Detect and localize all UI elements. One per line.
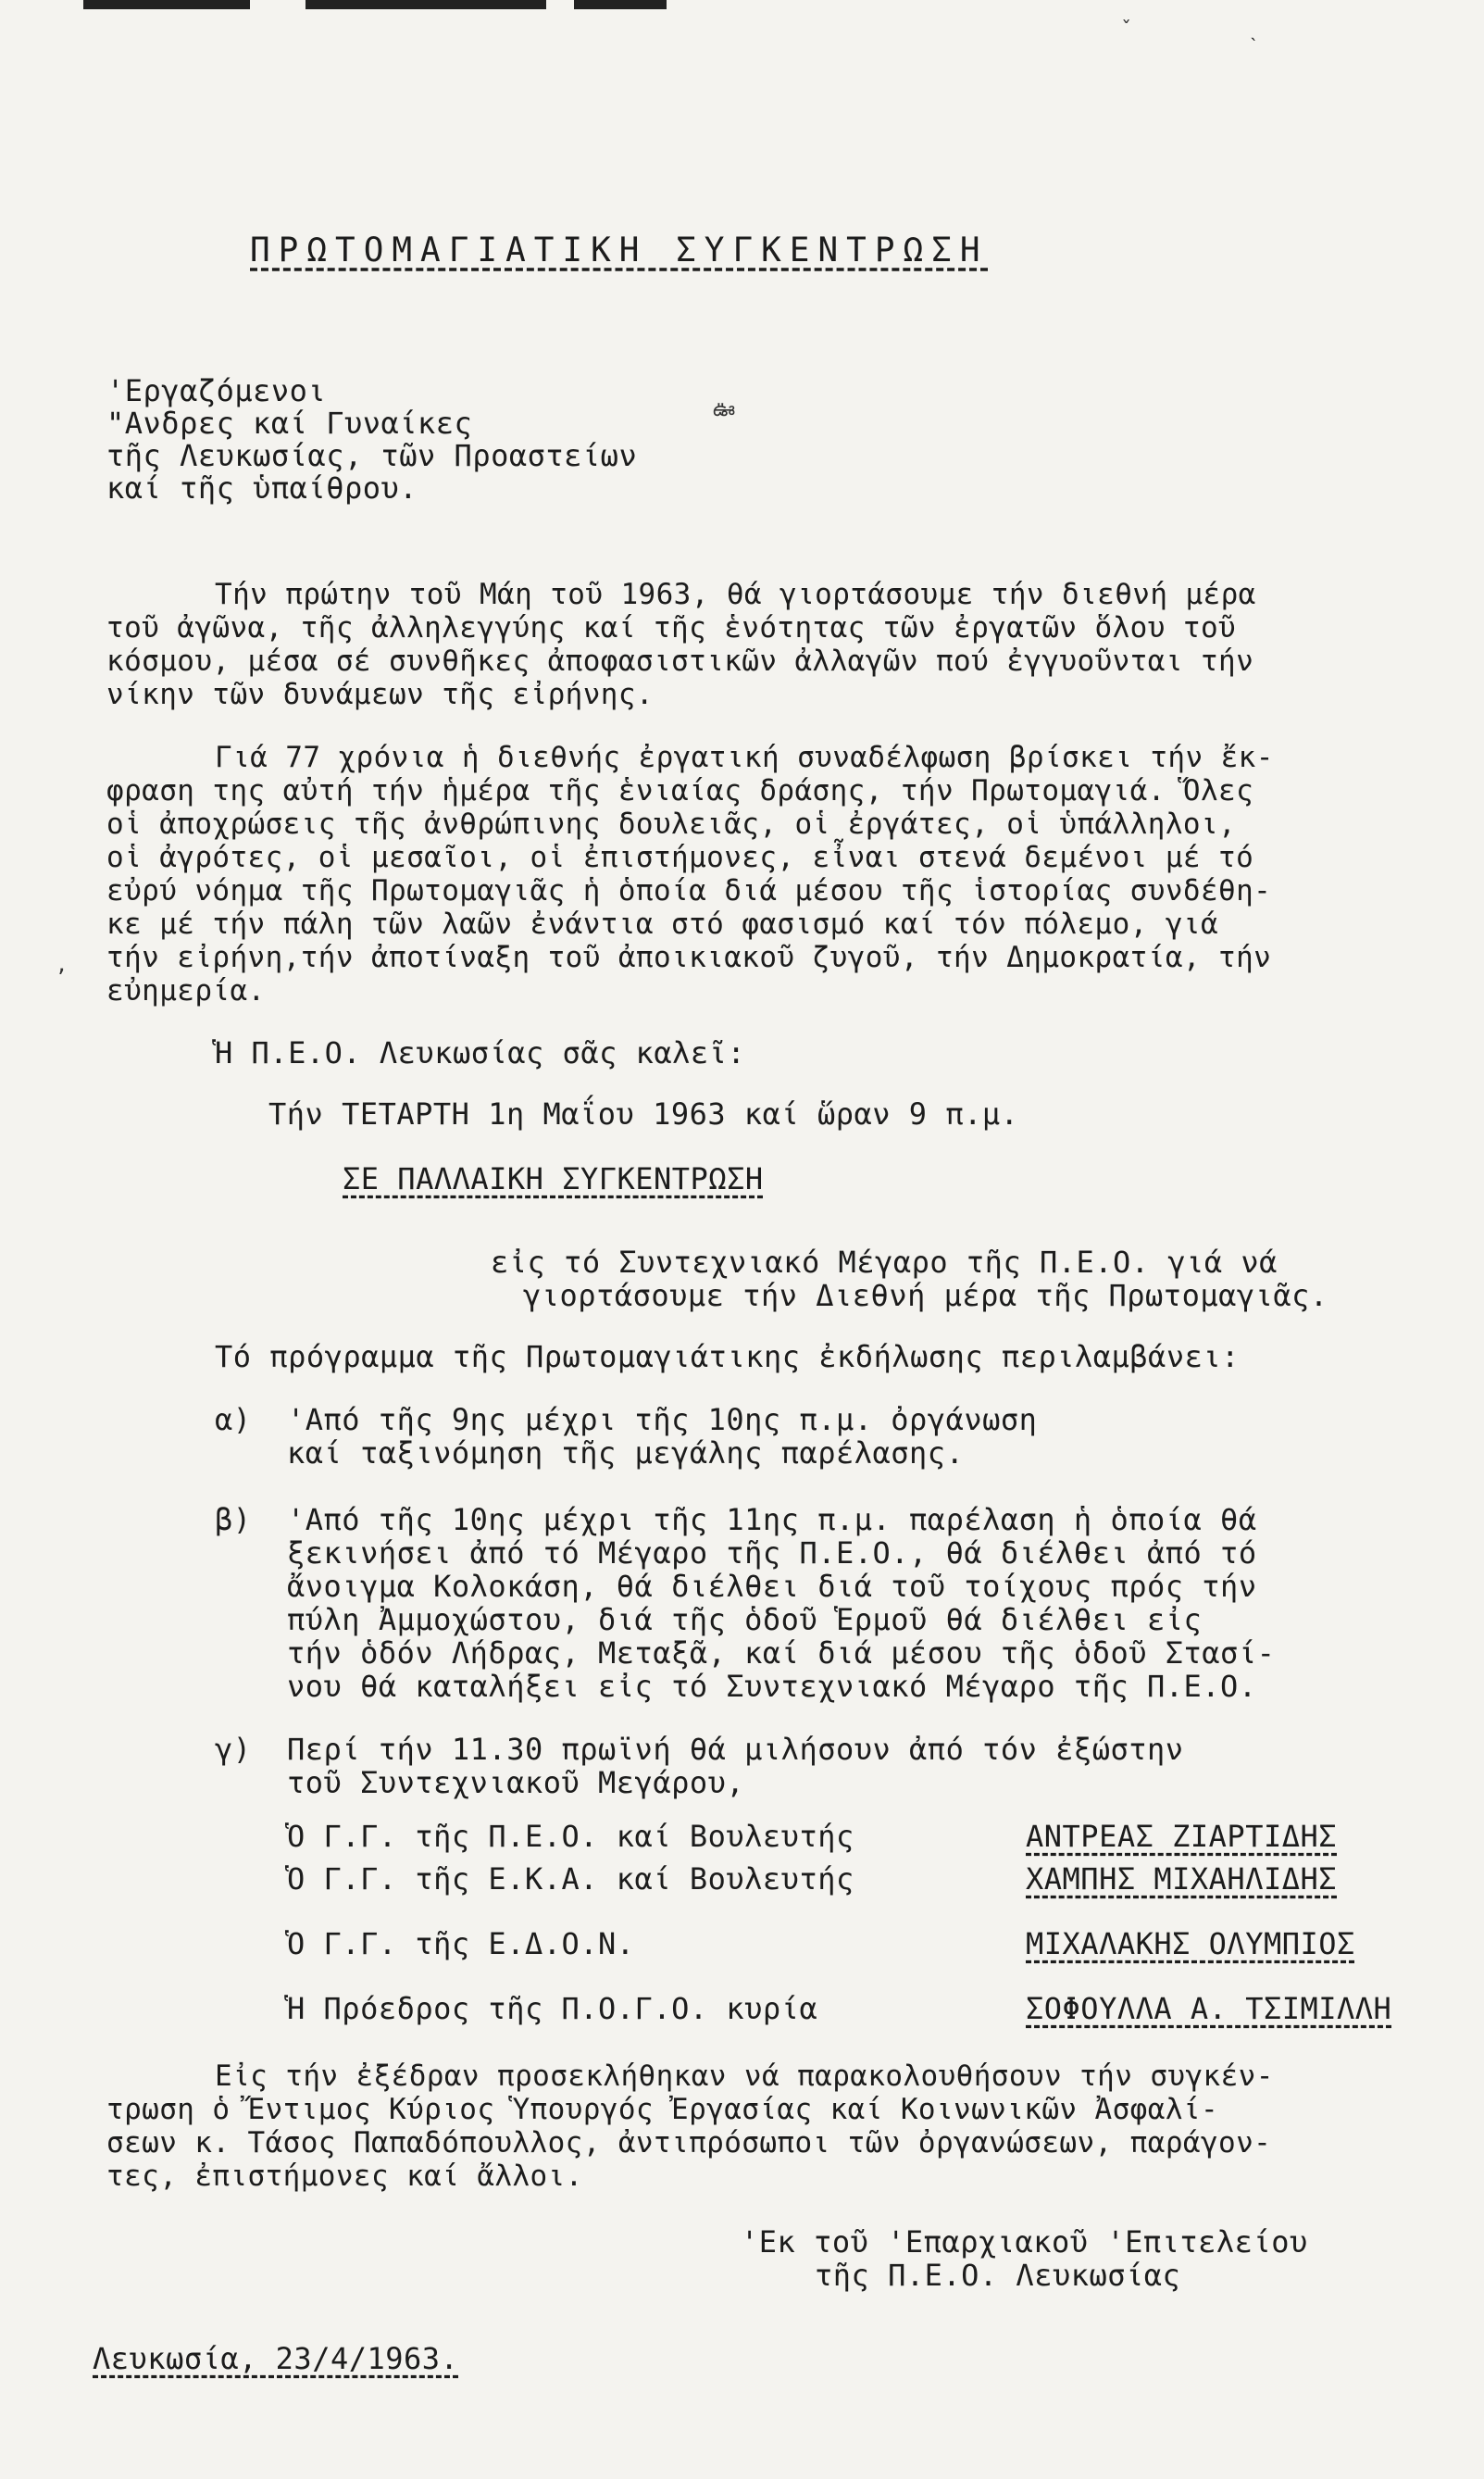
signature-line: 'Εκ τοῦ 'Επαρχιακοῦ 'Επιτελείου [741, 2224, 1308, 2260]
program-item-line: ξεκινήσει ἀπό τό Μέγαρο τῆς Π.Ε.Ο., θά διέλθει ἀπό τό [287, 1535, 1257, 1571]
document-title: ΠΡΩΤΟΜΑΓΙΑΤΙΚΗ ΣΥΓΚΕΝΤΡΩΣΗ [250, 232, 989, 269]
speaker-role: Ἡ Πρόεδρος τῆς Π.Ο.Γ.Ο. κυρία [287, 1991, 818, 2026]
program-item-line: ἄνοιγμα Κολοκάση, θά διέλθει διά τοῦ τοίχους πρός τήν [287, 1569, 1257, 1604]
paragraph-line: οἱ ἀποχρώσεις τῆς ἀνθρώπινης δουλειᾶς, οἱ ἐργάτες, οἱ ὑπάλληλοι, [106, 808, 1237, 841]
ink-speck: ˴ [1250, 26, 1263, 49]
scan-edge-mark [574, 0, 667, 9]
paragraph-line: κόσμου, μέσα σέ συνθῆκες ἀποφασιστικῶν ἀλλαγῶν πού ἐγγυοῦνται τήν [106, 645, 1254, 678]
speaker-role: Ὁ Γ.Γ. τῆς Π.Ε.Ο. καί Βουλευτής [287, 1819, 854, 1854]
program-item-marker: β) [215, 1502, 252, 1537]
closing-line: τες, ἐπιστήμονες καί ἄλλοι. [106, 2160, 583, 2193]
paragraph-line: εὐημερία. [106, 974, 266, 1008]
speaker-name: ΑΝΤΡΕΑΣ ΖΙΑΡΤΙΔΗΣ [1026, 1819, 1338, 1854]
event-date-line: Τήν ΤΕΤΑΡΤΗ 1η Μαΐου 1963 καί ὥραν 9 π.μ. [268, 1096, 1019, 1132]
signature-line: τῆς Π.Ε.Ο. Λευκωσίας [815, 2258, 1181, 2293]
speaker-name: ΧΑΜΠΗΣ ΜΙΧΑΗΛΙΔΗΣ [1026, 1861, 1338, 1897]
invitation-line: Ἡ Π.Ε.Ο. Λευκωσίας σᾶς καλεῖ: [215, 1035, 746, 1070]
ink-speck: ఊ [713, 398, 736, 421]
venue-line: εἰς τό Συντεχνιακό Μέγαρο τῆς Π.Ε.Ο. γιά νά [491, 1245, 1278, 1280]
ink-speck: ˇ [1120, 19, 1133, 42]
program-intro: Τό πρόγραμμα τῆς Πρωτομαγιάτικης ἐκδήλωσης περιλαμβάνει: [215, 1339, 1240, 1374]
paragraph-line: φραση της αὐτή τήν ἡμέρα τῆς ἑνιαίας δράσης, τήν Πρωτομαγιά. Ὅλες [106, 774, 1254, 808]
greeting-line: καί τῆς ὑπαίθρου. [106, 470, 418, 506]
paragraph-line: τήν εἰρήνη,τήν ἀποτίναξη τοῦ ἀποικιακοῦ ζυγοῦ, τήν Δημοκρατία, τήν [106, 941, 1272, 974]
program-item-line: 'Από τῆς 10ης μέχρι τῆς 11ης π.μ. παρέλαση ἡ ὁποία θά [287, 1502, 1257, 1537]
paragraph-line: κε μέ τήν πάλη τῶν λαῶν ἐνάντια στό φασισμό καί τόν πόλεμο, γιά [106, 908, 1219, 941]
greeting-line: τῆς Λευκωσίας, τῶν Προαστείων [106, 438, 638, 473]
speaker-role: Ὁ Γ.Γ. τῆς Ε.Δ.Ο.Ν. [287, 1926, 635, 1961]
paragraph-line: Τήν πρώτην τοῦ Μάη τοῦ 1963, θά γιορτάσουμε τήν διεθνή μέρα [215, 578, 1256, 611]
program-item-line: τήν ὁδόν Λήδρας, Μεταξᾶ, καί διά μέσου τῆς ὁδοῦ Στασί- [287, 1635, 1276, 1671]
speaker-role: Ὁ Γ.Γ. τῆς Ε.Κ.Α. καί Βουλευτής [287, 1861, 854, 1897]
place-date: Λευκωσία, 23/4/1963. [93, 2341, 459, 2376]
greeting-line: 'Εργαζόμενοι [106, 373, 327, 408]
scan-edge-mark [306, 0, 546, 9]
paragraph-line: εὐρύ νόημα τῆς Πρωτομαγιᾶς ἡ ὁποία διά μέσου τῆς ἱστορίας συνδέθη- [106, 874, 1272, 908]
closing-line: τρωση ὁ Ἔντιμος Κύριος Ὑπουργός Ἐργασίας καί Κοινωνικῶν Ἀσφαλί- [106, 2093, 1219, 2126]
paragraph-line: τοῦ ἀγῶνα, τῆς ἀλληλεγγύης καί τῆς ἑνότητας τῶν ἐργατῶν ὅλου τοῦ [106, 611, 1237, 645]
paragraph-line: νίκην τῶν δυνάμεων τῆς εἰρήνης. [106, 678, 654, 711]
speaker-name: ΜΙΧΑΛΑΚΗΣ ΟΛΥΜΠΙΟΣ [1026, 1926, 1355, 1961]
speaker-name: ΣΟΦΟΥΛΛΑ Α. ΤΣΙΜΙΛΛΗ [1026, 1991, 1392, 2026]
greeting-line: "Ανδρες καί Γυναίκες [106, 406, 473, 441]
venue-line: γιορτάσουμε τήν Διεθνή μέρα τῆς Πρωτομαγιᾶς. [523, 1278, 1328, 1313]
paragraph-line: οἱ ἀγρότες, οἱ μεσαῖοι, οἱ ἐπιστήμονες, εἶναι στενά δεμένοι μέ τό [106, 841, 1254, 874]
program-item-line: νου θά καταλήξει εἰς τό Συντεχνιακό Μέγαρο τῆς Π.Ε.Ο. [287, 1669, 1257, 1704]
closing-line: Εἰς τήν ἐξέδραν προσεκλήθηκαν νά παρακολουθήσουν τήν συγκέν- [215, 2060, 1274, 2093]
ink-speck: , [56, 954, 69, 977]
rally-heading: ΣΕ ΠΑΛΛΑΙΚΗ ΣΥΓΚΕΝΤΡΩΣΗ [343, 1161, 764, 1196]
program-item-line: καί ταξινόμηση τῆς μεγάλης παρέλασης. [287, 1435, 965, 1471]
paragraph-line: Γιά 77 χρόνια ἡ διεθνής ἐργατική συναδέλφωση βρίσκει τήν ἔκ- [215, 741, 1274, 774]
program-item-line: τοῦ Συντεχνιακοῦ Μεγάρου, [287, 1765, 745, 1800]
program-item-line: πύλη Ἀμμοχώστου, διά τῆς ὁδοῦ Ἑρμοῦ θά διέλθει εἰς [287, 1602, 1203, 1637]
scan-edge-mark [83, 0, 250, 9]
program-item-marker: α) [215, 1402, 252, 1437]
program-item-line: 'Από τῆς 9ης μέχρι τῆς 10ης π.μ. ὀργάνωση [287, 1402, 1038, 1437]
program-item-line: Περί τήν 11.30 πρωϊνή θά μιλήσουν ἀπό τόν ἐξώστην [287, 1732, 1184, 1767]
program-item-marker: γ) [215, 1732, 252, 1767]
closing-line: σεων κ. Τάσος Παπαδόπουλλος, ἀντιπρόσωποι τῶν ὀργανώσεων, παράγον- [106, 2126, 1272, 2160]
